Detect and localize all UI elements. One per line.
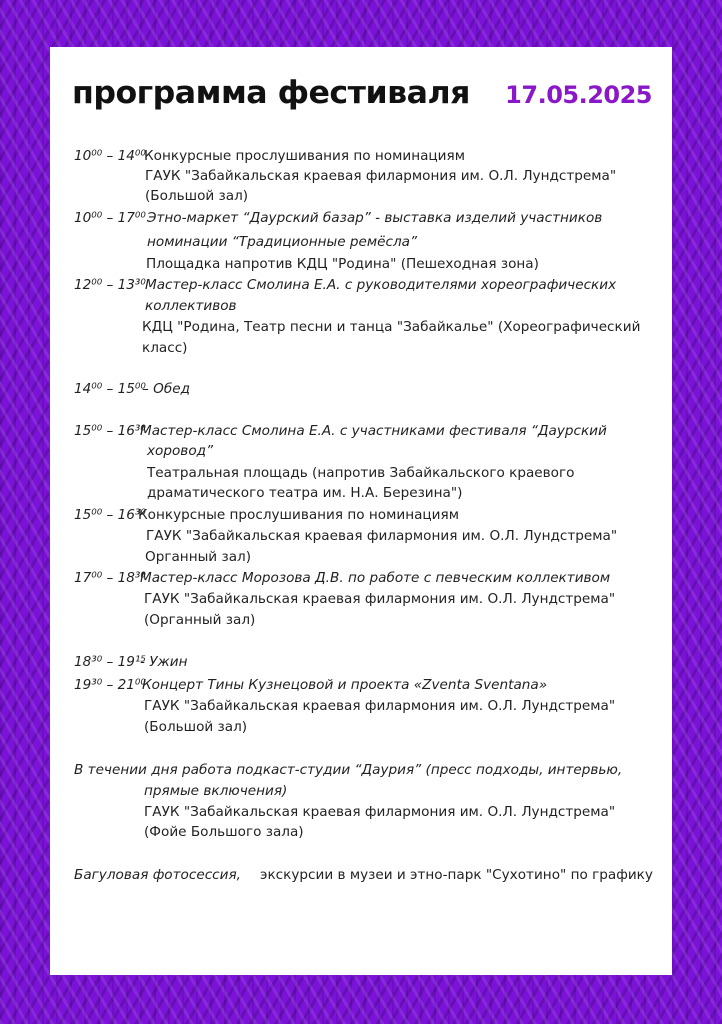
event-location: (Фойе Большого зала) (144, 824, 304, 840)
event-title: Конкурсные прослушивания по номинациям (138, 507, 459, 523)
event-location: ГАУК "Забайкальская краевая филармония им. О.Л. Лундстрема" (144, 591, 616, 607)
event-title: Багуловая фотосессия, (74, 867, 241, 883)
event-location: драматического театра им. Н.А. Березина") (147, 485, 463, 501)
event-location: (Органный зал) (144, 612, 256, 628)
event-location: (Большой зал) (145, 188, 249, 204)
event-title: хоровод” (147, 443, 214, 459)
event-time: 10⁰⁰ – 14⁰⁰ (74, 148, 146, 164)
event-location: ГАУК "Забайкальская краевая филармония им. О.Л. Лундстрема" (146, 528, 618, 544)
event-location: ГАУК "Забайкальская краевая филармония им. О.Л. Лундстрема" (144, 698, 616, 714)
event-location: ГАУК "Забайкальская краевая филармония им. О.Л. Лундстрема" (144, 804, 616, 820)
event-title: Этно-маркет “Даурский базар” - выставка изделий участников (147, 210, 603, 226)
event-title: Мастер-класс Смолина Е.А. с участниками фестиваля “Даурский (140, 423, 607, 439)
event-location: класс) (142, 340, 188, 356)
event-title: коллективов (145, 298, 237, 314)
event-title: Мастер-класс Смолина Е.А. с руководителями хореографических (145, 277, 617, 293)
event-time: 14⁰⁰ – 15⁰⁰ (74, 381, 146, 397)
event-location: КДЦ "Родина, Театр песни и танца "Забайкалье" (Хореографический (142, 319, 641, 335)
page-title: программа фестиваля (72, 75, 470, 111)
event-title: номинации “Традиционные ремёсла” (147, 234, 418, 250)
event-time: 12⁰⁰ – 13³⁰ (74, 277, 146, 293)
event-title: Мастер-класс Морозова Д.В. по работе с певческим коллективом (140, 570, 611, 586)
event-time: 17⁰⁰ – 18³⁰ (74, 570, 146, 586)
event-title: Конкурсные прослушивания по номинациям (144, 148, 465, 164)
event-time: 10⁰⁰ – 17⁰⁰ (74, 210, 146, 226)
event-title: экскурсии в музеи и этно-парк "Сухотино" по графику (260, 867, 653, 883)
event-date: 17.05.2025 (505, 81, 652, 109)
event-title: В течении дня работа подкаст-студии “Даурия” (пресс подходы, интервью, (74, 762, 623, 778)
event-location: Театральная площадь (напротив Забайкальского краевого (147, 465, 575, 481)
event-title: Концерт Тины Кузнецовой и проекта «Zventa Sventana» (142, 677, 548, 693)
event-time: 18³⁰ – 19¹⁵ (74, 654, 146, 670)
event-location: Органный зал) (145, 549, 252, 565)
event-location: Площадка напротив КДЦ "Родина" (Пешеходная зона) (146, 256, 539, 272)
event-location: (Большой зал) (144, 719, 248, 735)
event-time: 19³⁰ – 21⁰⁰ (74, 677, 146, 693)
event-title: прямые включения) (144, 783, 288, 799)
event-title: – Обед (142, 381, 190, 397)
program-card (50, 47, 672, 975)
event-time: 15⁰⁰ – 16³⁰ (74, 423, 146, 439)
event-title: - Ужин (140, 654, 188, 670)
event-time: 15⁰⁰ – 16³⁰ (74, 507, 146, 523)
event-location: ГАУК "Забайкальская краевая филармония им. О.Л. Лундстрема" (145, 168, 617, 184)
